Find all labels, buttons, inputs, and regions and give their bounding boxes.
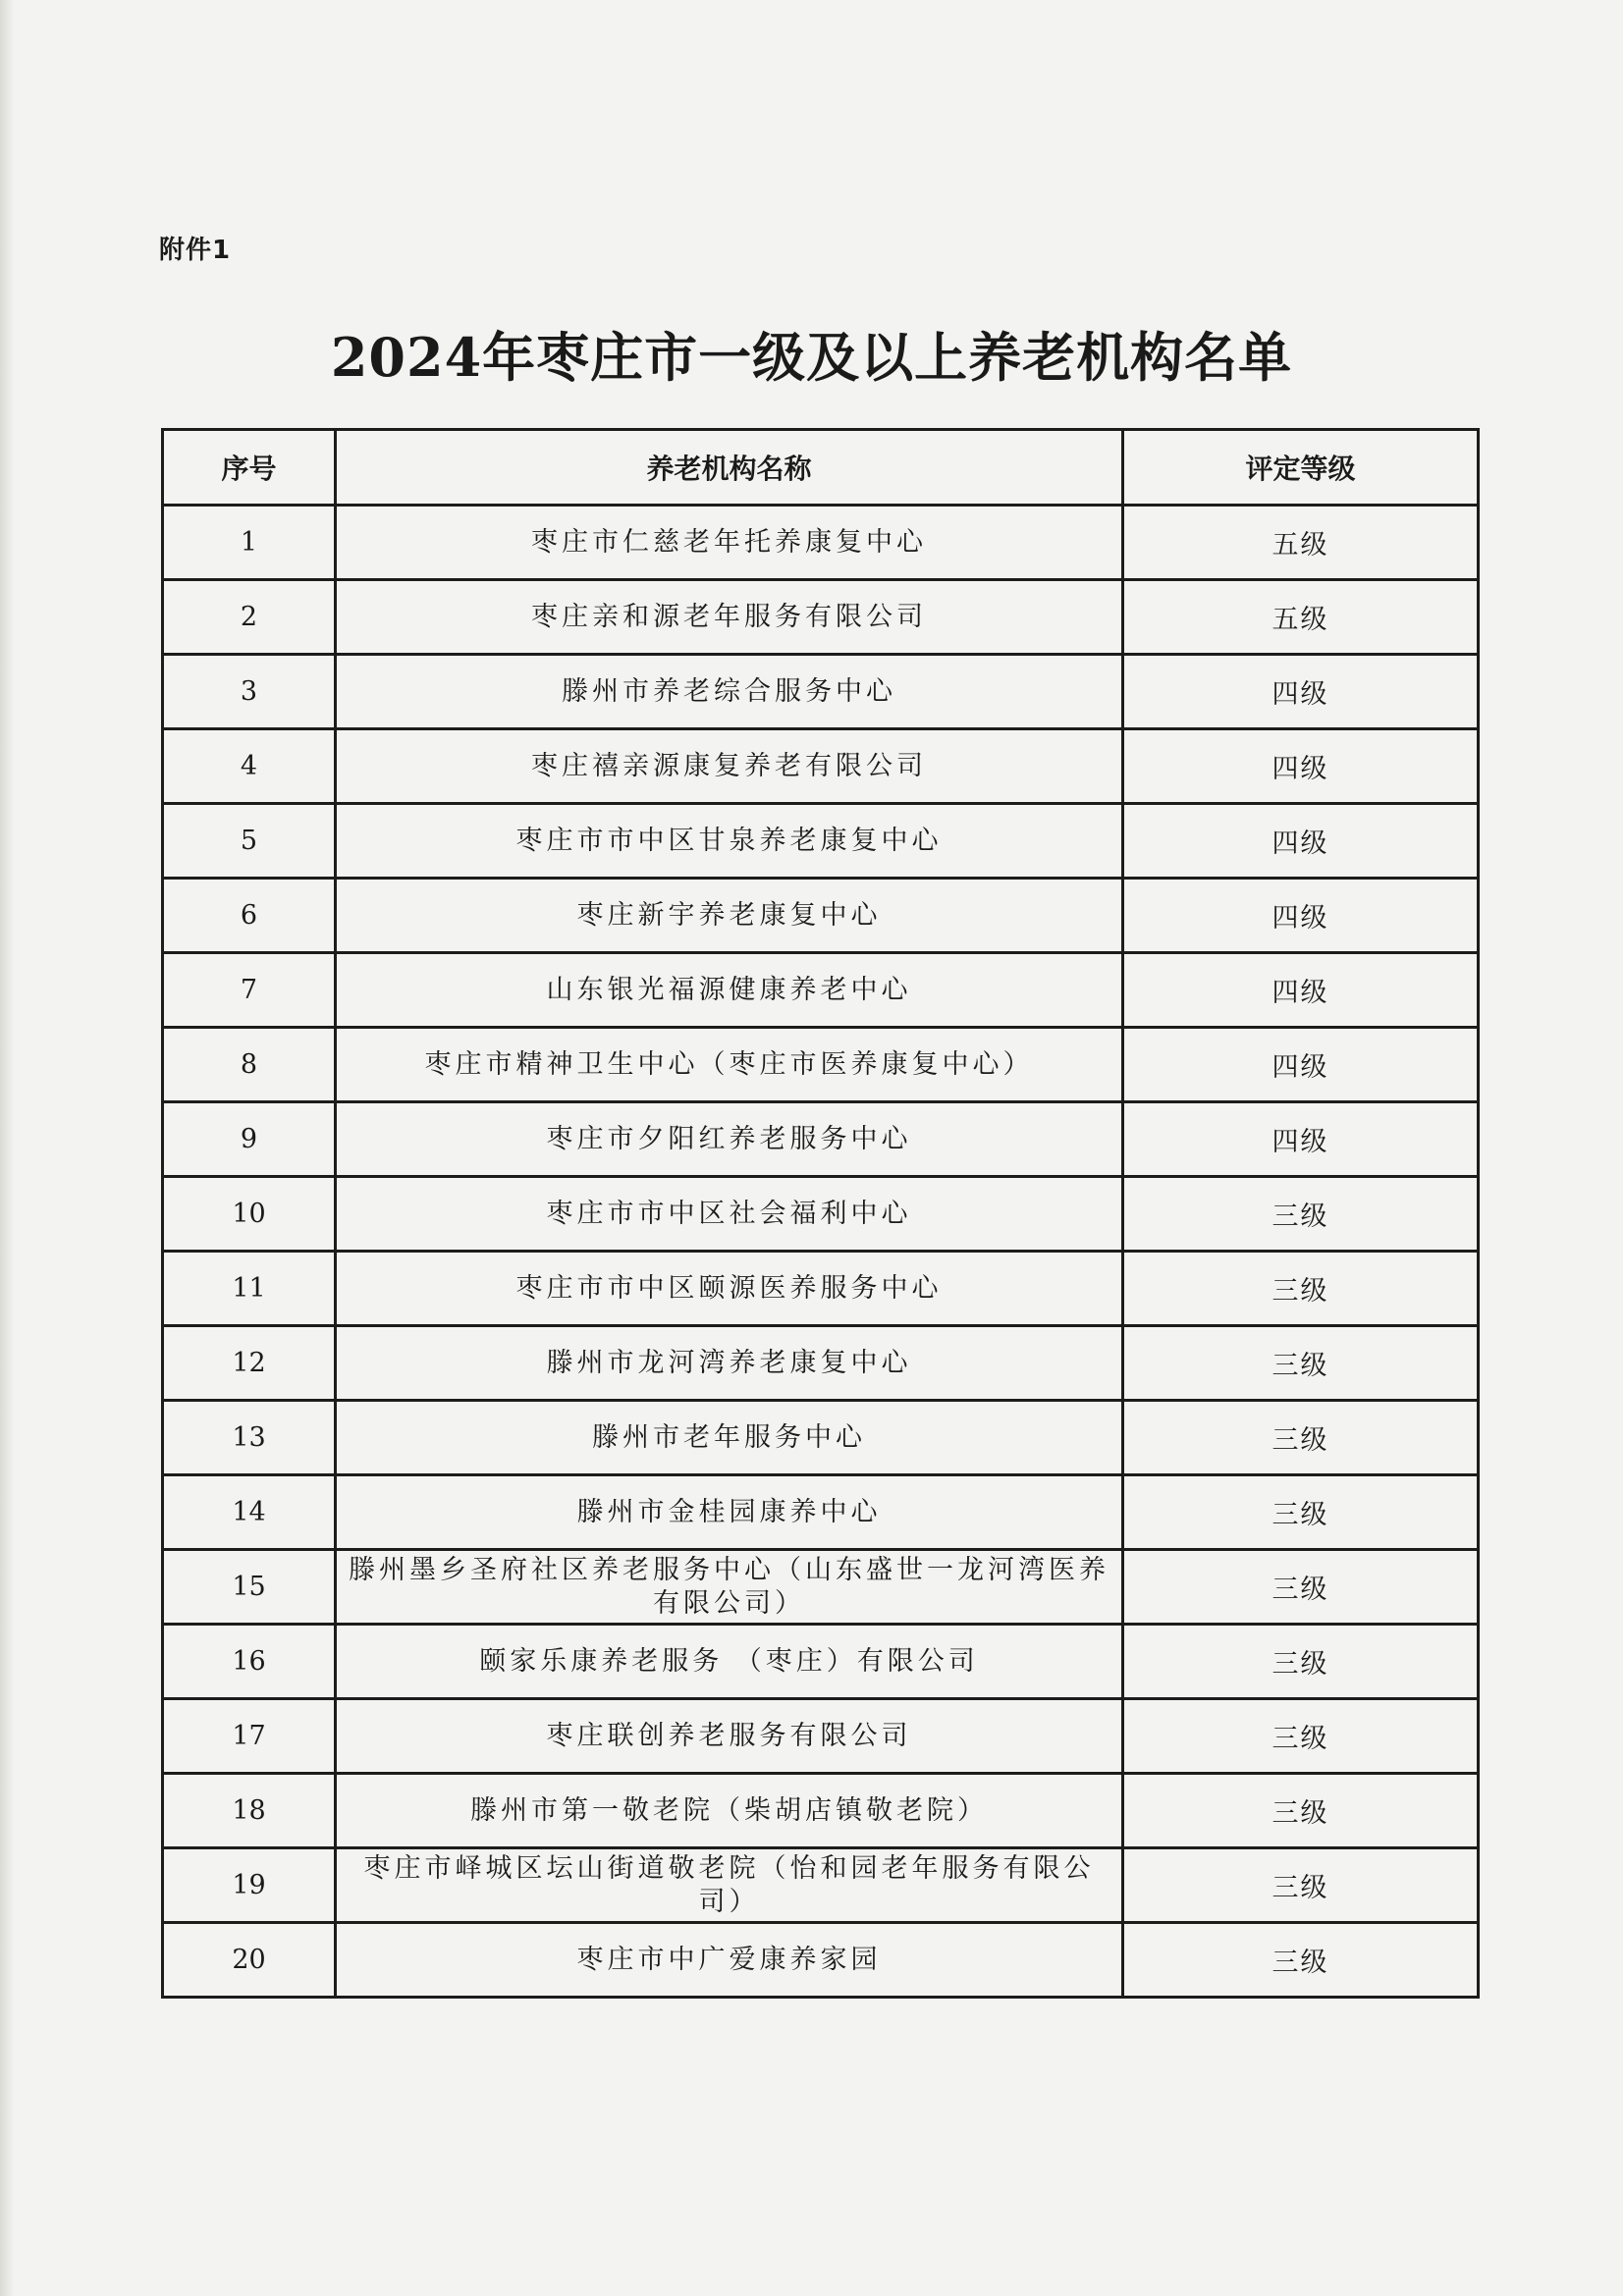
grade-cell: 四级 — [1123, 879, 1479, 953]
institution-name-cell: 枣庄联创养老服务有限公司 — [336, 1699, 1123, 1774]
table-row — [163, 1699, 1479, 1774]
seq-cell: 13 — [163, 1401, 336, 1475]
grade-cell: 五级 — [1123, 506, 1479, 580]
table-row — [163, 580, 1479, 655]
table-row — [163, 879, 1479, 953]
header-name: 养老机构名称 — [336, 430, 1123, 506]
grade-cell: 四级 — [1123, 953, 1479, 1028]
grade-cell: 四级 — [1123, 729, 1479, 804]
institution-name-cell: 滕州市老年服务中心 — [336, 1401, 1123, 1475]
header-seq: 序号 — [163, 430, 336, 506]
seq-cell: 4 — [163, 729, 336, 804]
grade-cell: 三级 — [1123, 1401, 1479, 1475]
institution-name-cell: 枣庄亲和源老年服务有限公司 — [336, 580, 1123, 655]
institution-name-cell: 颐家乐康养老服务 （枣庄）有限公司 — [336, 1625, 1123, 1699]
seq-cell: 18 — [163, 1774, 336, 1848]
seq-cell: 9 — [163, 1102, 336, 1177]
institution-name-cell: 枣庄市精神卫生中心（枣庄市医养康复中心） — [336, 1028, 1123, 1102]
table-row — [163, 1028, 1479, 1102]
grade-cell: 三级 — [1123, 1625, 1479, 1699]
table-row — [163, 506, 1479, 580]
table-row — [163, 953, 1479, 1028]
seq-cell: 5 — [163, 804, 336, 879]
grade-cell: 五级 — [1123, 580, 1479, 655]
grade-cell: 四级 — [1123, 1102, 1479, 1177]
table-row — [163, 1923, 1479, 1998]
seq-cell: 8 — [163, 1028, 336, 1102]
institution-name-cell: 枣庄新宇养老康复中心 — [336, 879, 1123, 953]
grade-cell: 三级 — [1123, 1699, 1479, 1774]
seq-cell: 6 — [163, 879, 336, 953]
seq-cell: 14 — [163, 1475, 336, 1550]
table-header-row — [163, 430, 1479, 506]
institution-name-cell: 滕州市第一敬老院（柴胡店镇敬老院） — [336, 1774, 1123, 1848]
institution-name-cell: 枣庄市市中区颐源医养服务中心 — [336, 1252, 1123, 1326]
seq-cell: 10 — [163, 1177, 336, 1252]
seq-cell: 16 — [163, 1625, 336, 1699]
seq-cell: 19 — [163, 1848, 336, 1923]
grade-cell: 三级 — [1123, 1848, 1479, 1923]
table-row — [163, 1401, 1479, 1475]
header-grade: 评定等级 — [1123, 430, 1479, 506]
grade-cell: 三级 — [1123, 1550, 1479, 1625]
attachment-label: 附件1 — [159, 236, 232, 265]
institution-name-cell: 枣庄市峄城区坛山街道敬老院（怡和园老年服务有限公司） — [336, 1848, 1123, 1923]
grade-cell: 四级 — [1123, 804, 1479, 879]
institution-name-cell: 枣庄市仁慈老年托养康复中心 — [336, 506, 1123, 580]
seq-cell: 12 — [163, 1326, 336, 1401]
seq-cell: 7 — [163, 953, 336, 1028]
seq-cell: 1 — [163, 506, 336, 580]
seq-cell: 3 — [163, 655, 336, 729]
table-row — [163, 1326, 1479, 1401]
table-body — [163, 506, 1479, 1998]
seq-cell: 20 — [163, 1923, 336, 1998]
grade-cell: 三级 — [1123, 1326, 1479, 1401]
institution-name-cell: 枣庄市中广爱康养家园 — [336, 1923, 1123, 1998]
institution-name-cell: 滕州市龙河湾养老康复中心 — [336, 1326, 1123, 1401]
table-row — [163, 804, 1479, 879]
institution-name-cell: 枣庄市市中区甘泉养老康复中心 — [336, 804, 1123, 879]
table-row — [163, 1177, 1479, 1252]
table-row — [163, 729, 1479, 804]
table-row — [163, 1848, 1479, 1923]
institution-name-cell: 滕州市养老综合服务中心 — [336, 655, 1123, 729]
document-title: 2024年枣庄市一级及以上养老机构名单 — [330, 326, 1293, 389]
grade-cell: 四级 — [1123, 655, 1479, 729]
institution-name-cell: 滕州墨乡圣府社区养老服务中心（山东盛世一龙河湾医养有限公司） — [336, 1550, 1123, 1625]
table-row — [163, 1475, 1479, 1550]
table-row — [163, 1252, 1479, 1326]
grade-cell: 三级 — [1123, 1923, 1479, 1998]
institution-name-cell: 枣庄禧亲源康复养老有限公司 — [336, 729, 1123, 804]
grade-cell: 四级 — [1123, 1028, 1479, 1102]
table-row — [163, 1550, 1479, 1625]
table-row — [163, 1102, 1479, 1177]
institution-name-cell: 枣庄市夕阳红养老服务中心 — [336, 1102, 1123, 1177]
institution-table — [161, 428, 1480, 1999]
grade-cell: 三级 — [1123, 1252, 1479, 1326]
institution-name-cell: 滕州市金桂园康养中心 — [336, 1475, 1123, 1550]
seq-cell: 11 — [163, 1252, 336, 1326]
seq-cell: 2 — [163, 580, 336, 655]
institution-name-cell: 山东银光福源健康养老中心 — [336, 953, 1123, 1028]
institution-name-cell: 枣庄市市中区社会福利中心 — [336, 1177, 1123, 1252]
seq-cell: 15 — [163, 1550, 336, 1625]
table-row — [163, 1625, 1479, 1699]
grade-cell: 三级 — [1123, 1177, 1479, 1252]
table-row — [163, 655, 1479, 729]
table-row — [163, 1774, 1479, 1848]
seq-cell: 17 — [163, 1699, 336, 1774]
grade-cell: 三级 — [1123, 1774, 1479, 1848]
grade-cell: 三级 — [1123, 1475, 1479, 1550]
